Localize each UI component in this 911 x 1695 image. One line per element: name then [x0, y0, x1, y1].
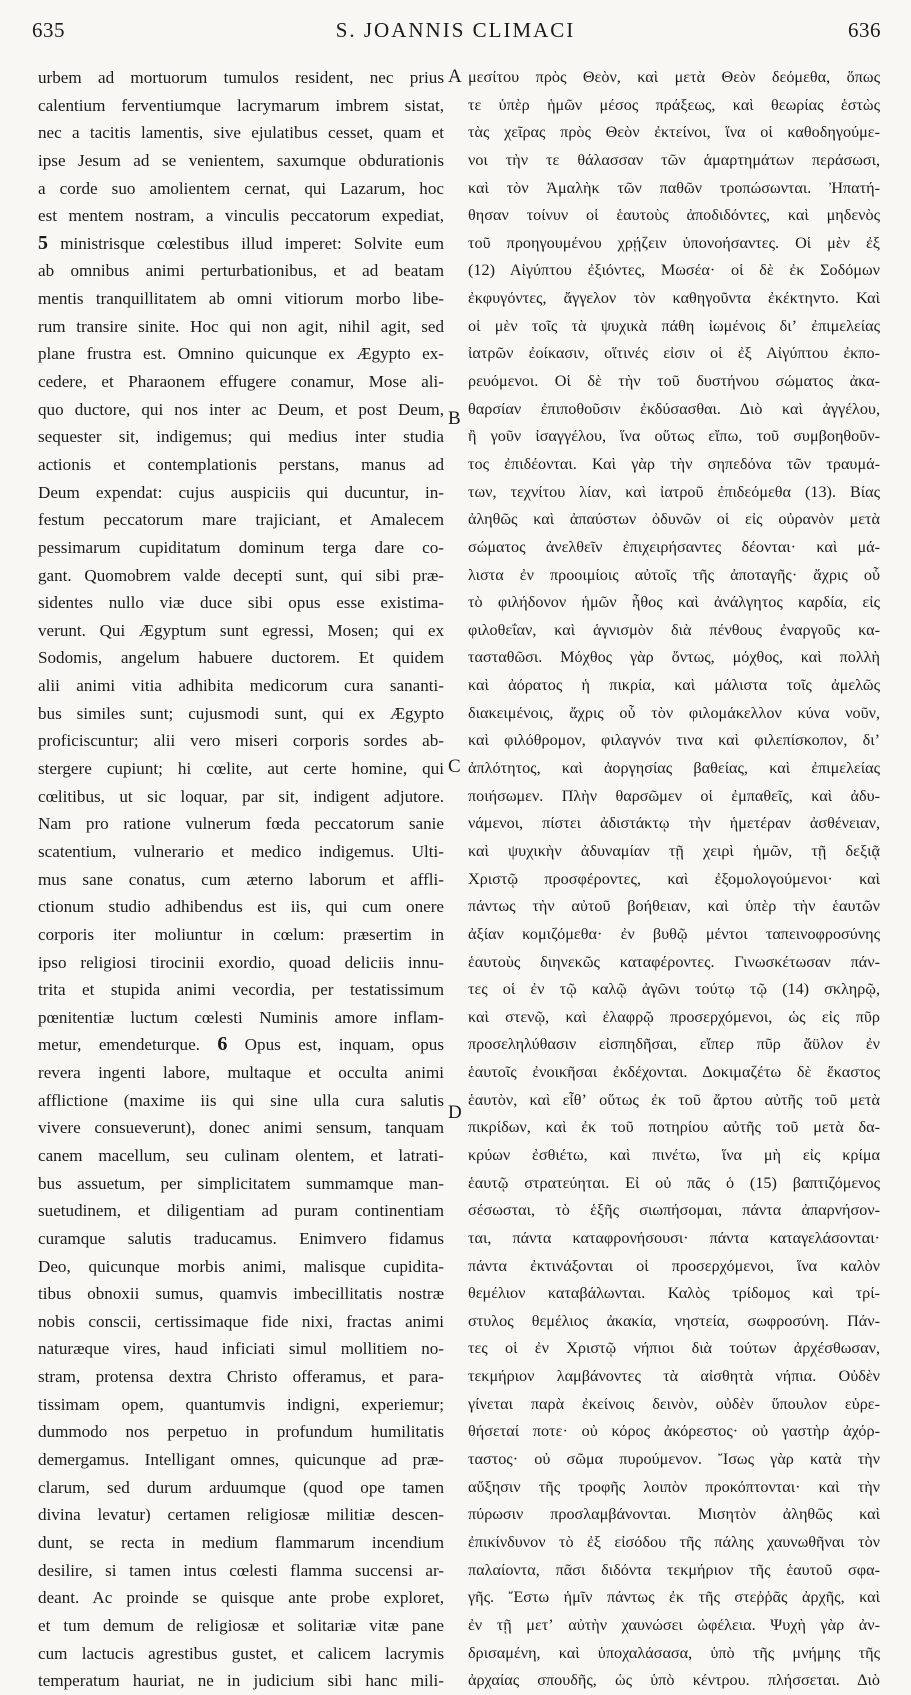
text-line: trita et stupida animi vecordia, per testatissimum	[38, 980, 444, 1000]
text-line: calentium ferventiumque lacrymarum imbrem sistat,	[38, 95, 444, 115]
margin-marker-b: B	[448, 408, 461, 429]
page-number-right: 636	[848, 18, 881, 42]
text-line: naturæque vires, haud inficiati simul mollitiem no-	[38, 1339, 444, 1359]
text-line: τὰς χεῖρας πρὸς Θεὸν ἐκτείνοι, ἵνα οἱ καθοδηγούμε-	[468, 123, 880, 142]
text-line: τεκμήριον λαμβάνοντες τὰ αἰσθητὰ νήπια. Οὐδὲν	[468, 1367, 880, 1386]
text-line: canem macellum, seu culinam olentem, et latrati-	[38, 1145, 444, 1165]
text-line: γῆς. Ἔστω ἡμῖν πάντως ἐκ τῆς στεῤῥᾶς ἀρχῆς, καὶ	[468, 1588, 880, 1607]
text-line: cœlitibus, ut sic loquar, par sit, indigent adjutore.	[38, 786, 444, 806]
text-line: λιστα ἐν προοιμίοις αὐτοῖς τῆς ἀποταγῆς· ἄχρις οὗ	[468, 565, 880, 584]
text-line: ἀξίαν κομιζόμεθα· ἐν βυθῷ μέντοι ταπεινοφροσύνης	[468, 924, 880, 943]
text-line: alii animi vitia adhibita medicorum cura sananti-	[38, 676, 444, 696]
text-line: dummodo nos perpetuo in profundum humilitatis	[38, 1422, 444, 1442]
text-line: verunt. Qui Ægyptum sunt egressi, Mosen; qui ex	[38, 620, 444, 640]
text-line: οἱ μὲν τοῖς τὰ ψυχικὰ πάθη ἰωμένοις διʼ ἐπιμελείας	[468, 316, 880, 335]
text-line: tissimam opem, quantumvis indigni, experiemur;	[38, 1394, 444, 1414]
text-line: ipso religiosi tirocinii exordio, quoad deliciis innu-	[38, 952, 444, 972]
text-line: sidentes nullo viæ duce sibi opus esse existima-	[38, 593, 444, 613]
text-line: στυλος θεμέλιος ἀκακία, νηστεία, σωφροσύνη. Πάν-	[468, 1311, 880, 1330]
text-line: διακειμένοις, ἄχρις οὗ τὸν φιλομάκελλον κύνα νοῦν,	[468, 703, 880, 722]
text-line: cedere, et Pharaonem effugere conamur, Mose ali-	[38, 372, 444, 392]
text-line: θεμέλιον καταβάλωνται. Καλὸς τρίδομος καὶ τρί-	[468, 1284, 880, 1303]
text-line: τοῦ προηγουμένου χρῄζειν ὑπονοήσαντες. Οἱ μὲν ἐξ	[468, 233, 880, 252]
latin-column	[38, 64, 444, 1695]
text-line: τος ἐπιδέονται. Καὶ γὰρ τὴν σηπεδόνα τῶν τραυμά-	[468, 454, 880, 473]
text-line: tibus obnoxii sumus, quamvis imbecillitatis nostræ	[38, 1284, 444, 1304]
running-header	[0, 18, 911, 44]
text-line: τες οἱ ἐν τῷ καλῷ ἀγῶνι τούτῳ τῷ (14) σκληρῷ,	[468, 980, 880, 999]
text-line: πύρωσιν προσλαμβάνονται. Μισητὸν ἀληθῶς καὶ	[468, 1505, 880, 1524]
text-line: festum peccatorum mare trajiciant, et Amalecem	[38, 510, 444, 530]
text-line: curamque salutis traducamus. Enimvero fidamus	[38, 1228, 444, 1248]
text-line: δρισαμένη, καὶ ὑποχαλάσασα, ὑπὸ τῆς μνήμης τῆς	[468, 1643, 880, 1662]
text-line: pessimarum cupiditatum dominum terga dare co-	[38, 537, 444, 557]
text-line: demergamus. Intelligant omnes, quicunque ad præ-	[38, 1450, 444, 1470]
margin-marker-a: A	[448, 66, 462, 87]
text-line: θήσεταί ποτε· οὐ κόρος ἀκόρεστος· οὐ γαστὴρ ἀχόρ-	[468, 1422, 880, 1441]
text-line: τασταθῶσι. Μόχθος γὰρ ὄντως, μόχθος, καὶ πολλὴ	[468, 648, 880, 667]
text-line: sequester sit, indigemus; qui medius inter studia	[38, 427, 444, 447]
text-line: vivere consueverunt), donec animi sensum, tanquam	[38, 1118, 444, 1138]
text-line: afflictione (maxime iis qui sine ulla cura salutis	[38, 1090, 444, 1110]
text-line: πάντα ἐκτινάξονται οἱ προσερχόμενοι, ἵνα καλὸν	[468, 1256, 880, 1275]
text-line: ipse Jesum ad se venientem, saxumque obdurationis	[38, 150, 444, 170]
running-title: S. JOANNIS CLIMACI	[335, 18, 576, 42]
text-line: a corde suo amolientem cernat, qui Lazarum, hoc	[38, 178, 444, 198]
text-line: ἑαυτῷ στρατεύηται. Εἰ οὐ πᾶς ὁ (15) βαπτιζόμενος	[468, 1173, 880, 1192]
text-line: καὶ στενῷ, καὶ ἐλαφρῷ προσερχόμενοι, ὡς εἰς πῦρ	[468, 1007, 880, 1026]
text-line: ἑαυτοὺς διηνεκῶς καταφέροντες. Γινωσκέτωσαν πάν-	[468, 952, 880, 971]
text-line: των, τεχνίτου λίαν, καὶ ἰατροῦ ἐπιδεόμεθα (13). Βίας	[468, 482, 880, 501]
text-line: παλαίοντα, πᾶσι διδόντα τεκμήριον τῆς ἑαυτοῦ σφα-	[468, 1560, 880, 1579]
text-line: clarum, sed durum arduumque (quod ope tamen	[38, 1477, 444, 1497]
text-line: ται, πάντα καταφρονήσουσι· πάντα καταγελάσονται·	[468, 1228, 880, 1247]
text-line: ἀπλότητος, καὶ ἀοργησίας βαθείας, καὶ ἐπιμελείας	[468, 759, 880, 778]
text-line: σώματος ἀνελθεῖν ἐπιχειρήσαντες δέονται· καὶ μά-	[468, 537, 880, 556]
text-line: quo ductore, qui nos inter ac Deum, et post Deum,	[38, 399, 444, 419]
margin-marker-d: D	[448, 1102, 462, 1123]
text-line: καὶ τὸν Ἀμαλὴκ τῶν παθῶν τροπώσωνται. Ἠπατή-	[468, 178, 880, 197]
text-line: Nam pro ratione vulnerum fœda peccatorum sanie	[38, 814, 444, 834]
text-line: πάντως τὴν αὐτοῦ βοήθειαν, καὶ ὑπὲρ τὴν ἑαυτῶν	[468, 897, 880, 916]
text-line: Deum expendat: cujus auspiciis qui ducuntur, in-	[38, 482, 444, 502]
text-line: ἢ γοῦν ἰσαγγέλου, ἵνα οὕτως εἴπω, τοῦ συμβοηθοῦν-	[468, 427, 880, 446]
text-line: Deo, quicunque morbis animi, malisque cupidita-	[38, 1256, 444, 1276]
text-line: μεσίτου πρὸς Θεὸν, καὶ μετὰ Θεὸν δεόμεθα, ὅπως	[468, 68, 880, 86]
text-line: scatentium, vulnerario et medico indigemus. Ulti-	[38, 841, 444, 861]
text-line: bus assuetum, per simplicitatem summamque man-	[38, 1173, 444, 1193]
text-line: καὶ ἀόρατος ἡ πικρία, καὶ μάλιστα τοῖς ἀμελῶς	[468, 676, 880, 695]
text-line: plane frustra est. Omnino quicunque ex Ægypto ex-	[38, 344, 444, 364]
text-line: ἑαυτοῖς ἐνοικῆσαι ἐκδέχονται. Δοκιμαζέτω δὲ ἕκαστος	[468, 1063, 880, 1082]
text-line: καὶ φιλόθρομον, φιλαγνόν τινα καὶ φιλεπίσκοπον, διʼ	[468, 731, 880, 750]
text-line: gant. Quomobrem valde decepti sunt, qui sibi præ-	[38, 565, 444, 585]
text-line: τε ὑπὲρ ἡμῶν μέσος πράξεως, καὶ θεωρίας ἑστὼς	[468, 95, 880, 114]
text-line: (12) Αἰγύπτου ἐξιόντες, Μωσέα· οἱ δὲ ἐκ Σοδόμων	[468, 261, 880, 280]
text-line: stram, protensa dextra Christo offeramus, et para-	[38, 1367, 444, 1387]
text-line: et tum demum de religiosæ et solitariæ vitæ pane	[38, 1615, 444, 1635]
text-line: mentis tranquillitatem ab omni vitiorum morbo libe-	[38, 289, 444, 309]
text-line: ἐκφυγόντες, ἄγγελον τὸν καθηγοῦντα ἐκέκτηντο. Καὶ	[468, 289, 880, 308]
section-number: 6	[217, 1033, 228, 1056]
text-line: mus sane conatus, cum æterno laborum et affli-	[38, 869, 444, 889]
text-line: urbem ad mortuorum tumulos resident, nec prius	[38, 68, 444, 87]
text-line: temperatum hauriat, ne in judicium sibi hanc mili-	[38, 1671, 444, 1691]
text-line: ctionum studio adhibendus est iis, qui cum onere	[38, 897, 444, 917]
text-line: Χριστῷ προσφέροντες, καὶ ἐξομολογούμενοι· καὶ	[468, 869, 880, 888]
text-line: rum transire sinite. Hoc qui non agit, nihil agit, sed	[38, 316, 444, 336]
text-line: φιλοθεΐαν, καὶ ἁγνισμὸν διὰ πένθους ἐναργοῦς κα-	[468, 620, 880, 639]
text-line: τες οἱ ἐν Χριστῷ νήπιοι διὰ τούτων ἀρχέσθωσαν,	[468, 1339, 880, 1358]
text-line: suetudinem, et diligentiam ad puram continentiam	[38, 1201, 444, 1221]
text-line: ἐπικίνδυνον τὸ ἐξ εἰσόδου τῆς πάλης χαυνωθῆναι τὸν	[468, 1532, 880, 1551]
text-line: pœnitentiæ luctum cœlesti Numinis amore inflam-	[38, 1007, 444, 1027]
margin-marker-c: C	[448, 756, 461, 777]
greek-column	[468, 64, 880, 1695]
text-line: νοι τὴν τε θάλασσαν τῶν ἁμαρτημάτων περάσωσι,	[468, 150, 880, 169]
text-line: nec a tacitis lamentis, sive ejulatibus cesset, quam et	[38, 123, 444, 143]
text-line: proficiscuntur; alii vero miseri corporis sordes ab-	[38, 731, 444, 751]
text-line: καὶ ψυχικὴν ἀδυναμίαν τῇ χειρὶ ἡμῶν, τῇ δεξιᾷ	[468, 841, 880, 860]
text-line: θησαν τοίνυν οἱ ἑαυτοὺς ἀποδιδόντες, καὶ μηδενὸς	[468, 206, 880, 225]
text-line: τὸ φιλήδονον ἡμῶν ἦθος καὶ ἀνάλγητος καρδία, εἰς	[468, 593, 880, 612]
text-line: ἐν τῇ μετʼ αὐτὴν χαυνώσει ὠφέλεια. Ψυχὴ γὰρ ἀν-	[468, 1615, 880, 1634]
text-line: ποιήσωμεν. Πλὴν θαρσῶμεν οἱ ἐμπαθεῖς, καὶ ἀδυ-	[468, 786, 880, 805]
text-line: αὔξησιν τῆς τροφῆς λοιπὸν προκόπτονται· καὶ τὴν	[468, 1477, 880, 1496]
text-line: actionis et contemplationis perstans, manus ad	[38, 454, 444, 474]
text-line: ἑαυτὸν, καὶ εἶθʼ οὕτως ἐκ τοῦ ἄρτου αὐτῆς τοῦ μετὰ	[468, 1090, 880, 1109]
text-line: cum lactucis agrestibus gustet, et calicem lacrymis	[38, 1643, 444, 1663]
text-line: γίνεται παρὰ ἐκείνοις δεινὸν, οὐδὲν ὕπουλον εὑρε-	[468, 1394, 880, 1413]
text-line: θαρσίαν ἐπιποθοῦσιν ἐκδύσασθαι. Διὸ καὶ ἀγγέλου,	[468, 399, 880, 418]
text-line: ἀρχαίας σπουδῆς, ὡς ὑπὸ κέντρου. πλήσσεται. Διὸ	[468, 1671, 880, 1690]
text-line: deant. Ac proinde se quisque ante probe exploret,	[38, 1588, 444, 1608]
text-line: nobis conscii, certissimaque fide nixi, fractas animi	[38, 1311, 444, 1331]
text-line: corporis iter moliuntur in cœlum: præsertim in	[38, 924, 444, 944]
text-line: revera ingenti labore, multaque et occulta animi	[38, 1063, 444, 1083]
text-line: ab omnibus animi perturbationibus, et ad beatam	[38, 261, 444, 281]
text-line: stergere cupiunt; hi cœlite, aut certe homine, qui	[38, 759, 444, 779]
text-line: divina levatur) certamen religiosæ militiæ descen-	[38, 1505, 444, 1525]
text-line: κρύων ἐσθιέτω, καὶ πινέτω, ἵνα μὴ εἰς κρίμα	[468, 1145, 880, 1164]
text-line: νάμενοι, πίστει ἀδιστάκτῳ τὴν ἡμετέραν ἀσθένειαν,	[468, 814, 880, 833]
text-line: σέσωσται, τὸ ἑξῆς σιωπήσομαι, πάντα ἀπαρνήσον-	[468, 1201, 880, 1220]
text-line: ρευόμενοι. Οἱ δὲ τὴν τοῦ δυστήνου σώματος ἀκα-	[468, 372, 880, 391]
text-line: bus similes sunt; cujusmodi sunt, qui ex Ægypto	[38, 703, 444, 723]
page-number-left: 635	[32, 18, 65, 42]
text-line: 5 ministrisque cœlestibus illud imperet: Solvite eum	[38, 231, 444, 254]
text-line: πικρίδων, καὶ ἐκ τοῦ ποτηρίου αὐτῆς τοῦ μετὰ δα-	[468, 1118, 880, 1137]
text-line: ἰατρῶν ἐοίκασιν, οἵτινές εἰσιν οἱ ἐξ Αἰγύπτου ἐκπο-	[468, 344, 880, 363]
text-line: Sodomis, angelum habuere ductorem. Et quidem	[38, 648, 444, 668]
section-number: 5	[38, 231, 48, 254]
text-line: metur, emendeturque. 6 Opus est, inquam, opus	[38, 1033, 444, 1056]
text-line: desilire, si tamen intus cœlesti flamma succensi ar-	[38, 1560, 444, 1580]
text-line: dunt, se recta in medium flammarum incendium	[38, 1532, 444, 1552]
text-line: est mentem nostram, a vinculis peccatorum expediat,	[38, 206, 444, 226]
text-line: προσεληλύθασιν εἰσπηδῆσαι, εἴπερ πῦρ ἄϋλον ἐν	[468, 1035, 880, 1054]
text-line: ταστος· οὐ σῶμα πυρούμενον. Ἴσως γὰρ κατὰ τὴν	[468, 1450, 880, 1469]
text-line: ἀληθῶς καὶ ἀπαύστων ὀδυνῶν οἱ εἰς οὐρανὸν μετὰ	[468, 510, 880, 529]
